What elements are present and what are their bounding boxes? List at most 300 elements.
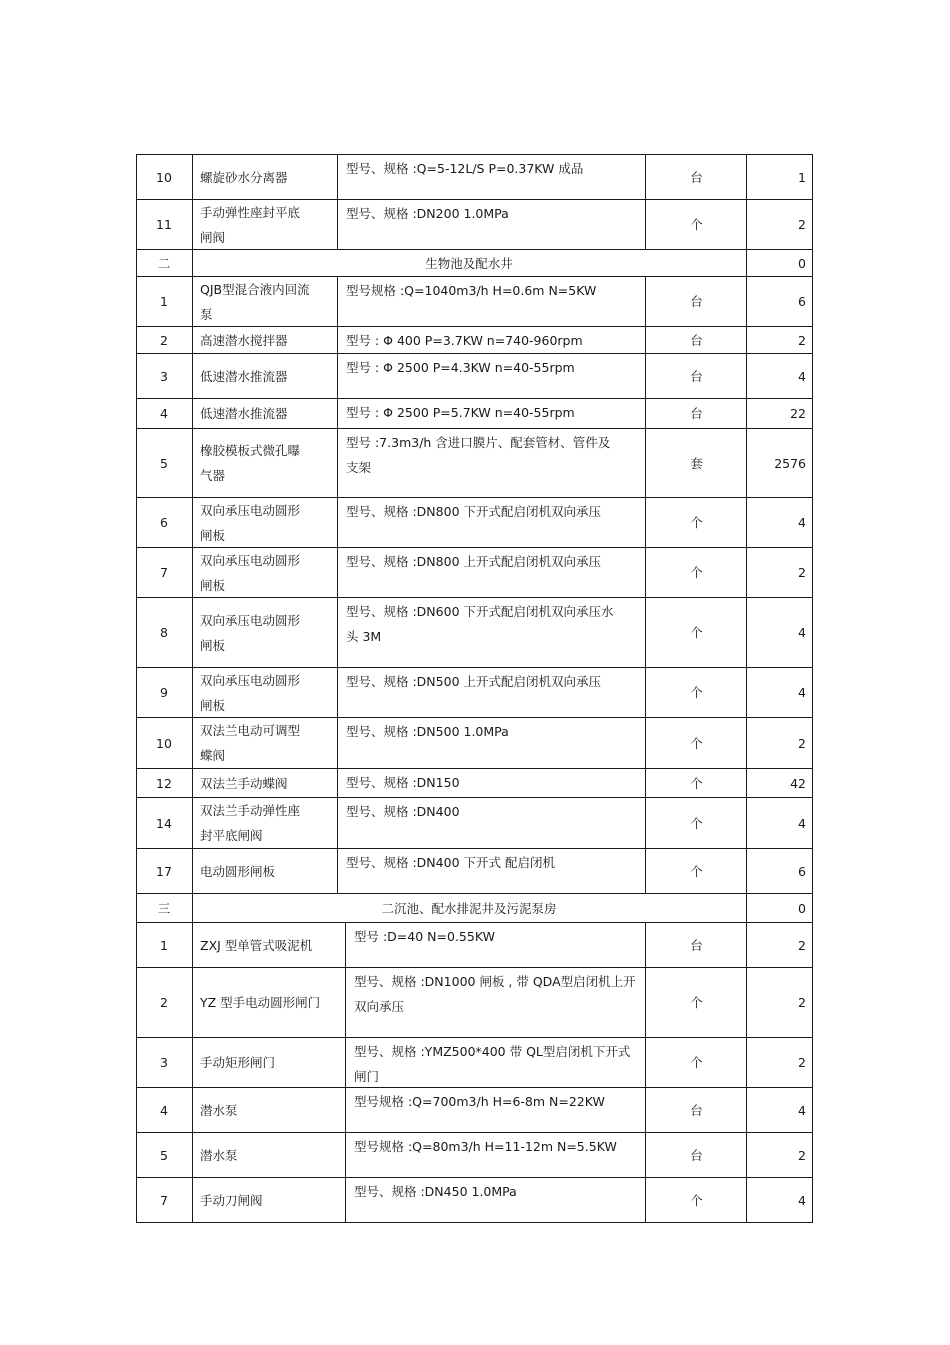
column-divider <box>645 327 646 353</box>
item-spec <box>346 155 638 199</box>
item-name <box>200 849 336 893</box>
column-divider <box>337 718 338 768</box>
row-number: 5 <box>160 1147 168 1163</box>
row-number: 1 <box>160 937 168 953</box>
column-divider <box>192 327 193 353</box>
row-number: 4 <box>160 406 168 421</box>
column-divider <box>192 548 193 597</box>
item-name-text <box>200 364 288 389</box>
item-spec-line: 型号规格 :Q=80m3/h H=11-12m N=5.5KW <box>354 1139 617 1154</box>
item-spec-line: 型号 :7.3m3/h 含进口膜片、配套管材、管件及 <box>346 435 611 450</box>
column-divider <box>337 200 338 249</box>
item-name-text <box>200 798 300 848</box>
item-name-line: 蝶阀 <box>200 748 226 763</box>
item-quantity: 4 <box>798 815 806 831</box>
item-spec <box>354 1088 644 1132</box>
column-divider <box>645 399 646 428</box>
row-number: 12 <box>156 775 172 791</box>
item-unit: 个 <box>690 863 703 879</box>
column-divider <box>136 277 137 326</box>
column-divider <box>136 498 137 547</box>
column-divider <box>345 1038 346 1087</box>
item-spec <box>354 968 644 1037</box>
table-row <box>136 277 813 327</box>
column-divider <box>645 923 646 967</box>
column-divider <box>337 769 338 797</box>
column-divider <box>337 849 338 893</box>
item-name-text <box>200 328 288 353</box>
item-unit: 个 <box>690 995 703 1010</box>
item-spec-line: 型号、规格 :DN450 1.0MPa <box>354 1184 517 1199</box>
item-spec-line: 型号 :D=40 N=0.55KW <box>354 929 495 944</box>
column-divider <box>337 598 338 667</box>
column-divider <box>645 968 646 1037</box>
item-name <box>200 1178 344 1222</box>
column-divider <box>345 1088 346 1132</box>
item-quantity: 4 <box>798 368 806 384</box>
column-divider <box>136 1088 137 1132</box>
column-divider <box>192 923 193 967</box>
item-name <box>200 155 336 199</box>
item-quantity: 1 <box>798 169 806 185</box>
item-name-text <box>200 200 300 250</box>
item-unit: 个 <box>690 565 703 580</box>
column-divider <box>136 598 137 667</box>
column-divider <box>812 429 813 497</box>
column-divider <box>136 668 137 717</box>
row-number: 二 <box>157 255 171 271</box>
column-divider <box>645 718 646 768</box>
table-row <box>136 1178 813 1223</box>
column-divider <box>192 1178 193 1222</box>
item-unit: 个 <box>690 1192 703 1208</box>
column-divider <box>136 1178 137 1222</box>
column-divider <box>192 968 193 1037</box>
row-number: 2 <box>160 332 168 348</box>
column-divider <box>812 250 813 276</box>
item-name <box>200 548 336 597</box>
row-number: 6 <box>160 515 168 530</box>
row-number: 11 <box>156 217 172 232</box>
item-name-line: 闸阀 <box>200 229 226 245</box>
row-number: 17 <box>156 863 172 879</box>
column-divider <box>192 250 193 276</box>
column-divider <box>192 798 193 848</box>
item-name-text <box>200 718 300 768</box>
item-spec-line: 支架 <box>346 460 372 475</box>
column-divider <box>192 849 193 893</box>
item-spec-line: 型号 : Φ 400 P=3.7KW n=740-960rpm <box>346 333 583 348</box>
item-quantity: 2576 <box>774 455 806 471</box>
column-divider <box>337 498 338 547</box>
row-number: 8 <box>160 625 168 640</box>
item-name <box>200 1038 344 1087</box>
item-unit: 台 <box>690 332 703 348</box>
column-divider <box>645 798 646 848</box>
table-row <box>136 798 813 849</box>
item-spec <box>346 354 638 398</box>
item-quantity: 2 <box>798 332 806 348</box>
column-divider <box>645 598 646 667</box>
item-name-line: 电动圆形闸板 <box>200 863 276 879</box>
column-divider <box>812 849 813 893</box>
item-name-line: 闸板 <box>200 577 226 593</box>
column-divider <box>812 598 813 667</box>
item-quantity: 22 <box>790 406 806 421</box>
item-name <box>200 429 336 497</box>
column-divider <box>345 923 346 967</box>
column-divider <box>192 894 193 922</box>
item-unit: 台 <box>690 294 703 309</box>
column-divider <box>192 1088 193 1132</box>
table-row <box>136 1038 813 1088</box>
item-spec <box>346 200 638 249</box>
column-divider <box>345 1133 346 1177</box>
column-divider <box>136 200 137 249</box>
column-divider <box>136 155 137 199</box>
item-name-line: 螺旋砂水分离器 <box>200 169 288 185</box>
column-divider <box>136 548 137 597</box>
column-divider <box>192 429 193 497</box>
item-name-text <box>200 1143 238 1168</box>
item-quantity: 0 <box>798 255 806 271</box>
item-spec-line: 型号、规格 :DN500 上开式配启闭机双向承压 <box>346 674 601 689</box>
item-spec <box>346 718 638 768</box>
column-divider <box>645 155 646 199</box>
item-name-line: 手动弹性座封平底 <box>200 204 301 220</box>
column-divider <box>136 399 137 428</box>
item-name-line: YZ 型手电动圆形闸门 <box>200 995 321 1010</box>
table-row <box>136 769 813 798</box>
column-divider <box>136 894 137 922</box>
item-name <box>200 598 336 667</box>
item-name-text <box>200 401 288 426</box>
item-name <box>200 200 336 249</box>
column-divider <box>812 200 813 249</box>
item-unit: 台 <box>690 1102 703 1118</box>
item-spec-line: 型号、规格 :DN1000 闸板 , 带 QDA型启闭机上开 <box>354 974 636 989</box>
column-divider <box>645 849 646 893</box>
column-divider <box>812 1038 813 1087</box>
column-divider <box>136 718 137 768</box>
item-name-line: 闸板 <box>200 637 226 653</box>
item-name-text <box>200 1050 275 1075</box>
item-unit: 台 <box>690 937 703 953</box>
row-number: 5 <box>160 455 168 471</box>
table-row <box>136 1133 813 1178</box>
table-row <box>136 399 813 429</box>
item-quantity: 6 <box>798 863 806 879</box>
column-divider <box>645 1133 646 1177</box>
column-divider <box>812 1178 813 1222</box>
item-name <box>200 798 336 848</box>
column-divider <box>812 1133 813 1177</box>
item-unit: 个 <box>690 685 703 700</box>
column-divider <box>812 968 813 1037</box>
item-name-line: QJB型混合液内回流 <box>200 281 310 297</box>
row-number: 3 <box>160 1055 168 1070</box>
item-name-text <box>200 438 300 488</box>
table-row <box>136 154 813 200</box>
item-name-line: 闸板 <box>200 697 226 713</box>
item-spec <box>346 849 638 893</box>
item-spec-line: 型号、规格 :DN600 下开式配启闭机双向承压水 <box>346 604 614 619</box>
item-unit: 台 <box>690 406 703 421</box>
column-divider <box>136 1133 137 1177</box>
column-divider <box>812 354 813 398</box>
column-divider <box>812 894 813 922</box>
item-name <box>200 923 344 967</box>
column-divider <box>136 354 137 398</box>
item-spec-line: 型号、规格 :YMZ500*400 带 QL型启闭机下开式 <box>354 1044 631 1059</box>
section-row <box>136 250 813 277</box>
row-number: 10 <box>156 169 172 185</box>
item-name-line: 泵 <box>200 306 213 322</box>
column-divider <box>812 548 813 597</box>
item-quantity: 2 <box>798 1147 806 1163</box>
table-row <box>136 668 813 718</box>
table-row <box>136 1088 813 1133</box>
row-number: 3 <box>160 368 168 384</box>
item-spec-line: 型号、规格 :DN150 <box>346 775 460 790</box>
column-divider <box>192 598 193 667</box>
row-number: 7 <box>160 565 168 580</box>
item-spec <box>346 429 638 497</box>
item-spec-line: 头 3M <box>346 629 382 644</box>
table-row <box>136 718 813 769</box>
item-name-text <box>200 498 300 548</box>
item-quantity: 2 <box>798 937 806 953</box>
column-divider <box>645 1178 646 1222</box>
item-spec-line: 型号、规格 :DN400 <box>346 804 460 819</box>
item-name-line: 双向承压电动圆形 <box>200 612 301 628</box>
table-row <box>136 327 813 354</box>
item-spec <box>346 668 638 717</box>
item-name-text <box>200 608 300 658</box>
column-divider <box>136 923 137 967</box>
item-spec-line: 型号、规格 :DN800 上开式配启闭机双向承压 <box>346 554 601 569</box>
table-row <box>136 354 813 399</box>
column-divider <box>136 1038 137 1087</box>
column-divider <box>812 1088 813 1132</box>
item-quantity: 2 <box>798 565 806 580</box>
table-row <box>136 968 813 1038</box>
item-unit: 个 <box>690 217 703 232</box>
item-spec-line: 型号 : Φ 2500 P=5.7KW n=40-55rpm <box>346 405 575 420</box>
item-spec <box>346 277 638 326</box>
column-divider <box>812 769 813 797</box>
item-quantity: 2 <box>798 1055 806 1070</box>
item-spec-line: 型号、规格 :DN500 1.0MPa <box>346 724 509 739</box>
table-row <box>136 429 813 498</box>
item-name-line: 封平底闸阀 <box>200 828 263 843</box>
column-divider <box>337 668 338 717</box>
item-name-line: 手动矩形闸门 <box>200 1055 276 1070</box>
column-divider <box>192 498 193 547</box>
column-divider <box>645 277 646 326</box>
column-divider <box>812 277 813 326</box>
table-row <box>136 923 813 968</box>
item-quantity: 4 <box>798 1192 806 1208</box>
column-divider <box>345 1178 346 1222</box>
item-name-line: 潜水泵 <box>200 1102 238 1118</box>
section-title: 二沉池、配水排泥井及污泥泵房 <box>381 900 557 916</box>
item-spec <box>346 548 638 597</box>
item-spec-line: 型号、规格 :DN200 1.0MPa <box>346 206 509 221</box>
item-quantity: 4 <box>798 515 806 530</box>
item-name-line: 手动刀闸阀 <box>200 1192 263 1208</box>
column-divider <box>136 769 137 797</box>
column-divider <box>645 1038 646 1087</box>
column-divider <box>645 548 646 597</box>
column-divider <box>337 548 338 597</box>
item-spec-line: 型号、规格 :DN800 下开式配启闭机双向承压 <box>346 504 601 519</box>
row-number: 10 <box>156 735 172 751</box>
table-row <box>136 200 813 250</box>
column-divider <box>192 277 193 326</box>
item-quantity: 0 <box>798 900 806 916</box>
item-spec-line: 型号 : Φ 2500 P=4.3KW n=40-55rpm <box>346 360 575 375</box>
column-divider <box>645 429 646 497</box>
column-divider <box>812 668 813 717</box>
column-divider <box>337 155 338 199</box>
item-name-line: 双向承压电动圆形 <box>200 502 301 518</box>
item-name <box>200 968 344 1037</box>
equipment-table <box>136 154 813 1223</box>
item-name-text <box>200 668 300 718</box>
column-divider <box>136 429 137 497</box>
item-spec <box>354 1133 644 1177</box>
item-spec <box>354 1178 644 1222</box>
column-divider <box>337 399 338 428</box>
item-spec-line: 型号、规格 :DN400 下开式 配启闭机 <box>346 855 555 870</box>
item-name-line: 双法兰手动蝶阀 <box>200 775 288 791</box>
item-name-line: 橡胶模板式微孔曝 <box>200 443 301 458</box>
column-divider <box>192 1038 193 1087</box>
column-divider <box>192 668 193 717</box>
table-row <box>136 548 813 598</box>
column-divider <box>345 968 346 1037</box>
item-name-text <box>200 1188 263 1213</box>
item-quantity: 4 <box>798 685 806 700</box>
item-name-line: 气器 <box>200 468 226 483</box>
section-row <box>136 894 813 923</box>
table-row <box>136 849 813 894</box>
item-name-line: 闸板 <box>200 527 226 543</box>
item-name-line: 潜水泵 <box>200 1147 238 1163</box>
row-number: 2 <box>160 995 168 1010</box>
item-unit: 台 <box>690 169 703 185</box>
item-unit: 个 <box>690 515 703 530</box>
column-divider <box>645 200 646 249</box>
column-divider <box>337 429 338 497</box>
item-quantity: 2 <box>798 217 806 232</box>
item-name-line: ZXJ 型单管式吸泥机 <box>200 937 313 953</box>
column-divider <box>812 399 813 428</box>
item-spec <box>346 598 638 667</box>
item-spec-line: 型号、规格 :Q=5-12L/S P=0.37KW 成品 <box>346 161 584 176</box>
item-unit: 个 <box>690 625 703 640</box>
item-name <box>200 718 336 768</box>
column-divider <box>645 769 646 797</box>
column-divider <box>645 354 646 398</box>
item-name-text <box>200 771 288 796</box>
column-divider <box>192 155 193 199</box>
item-name-line: 低速潜水推流器 <box>200 406 288 421</box>
column-divider <box>192 354 193 398</box>
row-number: 9 <box>160 685 168 700</box>
item-name <box>200 769 336 797</box>
item-name <box>200 327 336 353</box>
column-divider <box>645 668 646 717</box>
row-number: 1 <box>160 294 168 309</box>
item-unit: 台 <box>690 368 703 384</box>
column-divider <box>812 327 813 353</box>
item-quantity: 6 <box>798 294 806 309</box>
column-divider <box>812 718 813 768</box>
item-name-text <box>200 990 320 1015</box>
column-divider <box>645 1088 646 1132</box>
column-divider <box>136 849 137 893</box>
item-spec <box>346 498 638 547</box>
item-name <box>200 1133 344 1177</box>
item-name <box>200 277 336 326</box>
item-spec <box>354 923 644 967</box>
item-name-text <box>200 277 310 327</box>
column-divider <box>192 1133 193 1177</box>
item-name-line: 双向承压电动圆形 <box>200 552 301 568</box>
item-spec-line: 型号规格 :Q=700m3/h H=6-8m N=22KW <box>354 1094 605 1109</box>
item-spec-line: 型号规格 :Q=1040m3/h H=0.6m N=5KW <box>346 283 597 298</box>
item-spec <box>346 399 638 428</box>
section-title: 生物池及配水井 <box>425 255 513 271</box>
item-name <box>200 399 336 428</box>
table-row <box>136 598 813 668</box>
item-name-line: 低速潜水推流器 <box>200 368 288 384</box>
column-divider <box>812 798 813 848</box>
item-unit: 个 <box>690 815 703 831</box>
column-divider <box>192 399 193 428</box>
item-spec-line: 闸门 <box>354 1069 380 1084</box>
column-divider <box>337 277 338 326</box>
item-name-text <box>200 859 275 884</box>
column-divider <box>136 250 137 276</box>
item-name-text <box>200 165 288 190</box>
item-spec <box>346 798 638 848</box>
item-name-line: 双法兰手动弹性座 <box>200 803 301 818</box>
item-unit: 个 <box>690 775 703 791</box>
item-unit: 套 <box>690 455 703 471</box>
column-divider <box>645 498 646 547</box>
table-row <box>136 498 813 548</box>
item-name-text <box>200 1098 238 1123</box>
column-divider <box>812 498 813 547</box>
column-divider <box>192 769 193 797</box>
column-divider <box>337 327 338 353</box>
item-quantity: 4 <box>798 625 806 640</box>
item-name-line: 双向承压电动圆形 <box>200 672 301 688</box>
item-quantity: 42 <box>790 775 806 791</box>
column-divider <box>192 200 193 249</box>
item-unit: 个 <box>690 1055 703 1070</box>
column-divider <box>812 923 813 967</box>
column-divider <box>136 968 137 1037</box>
column-divider <box>337 354 338 398</box>
item-quantity: 2 <box>798 735 806 751</box>
item-quantity: 2 <box>798 995 806 1010</box>
item-name-line: 双法兰电动可调型 <box>200 723 301 738</box>
row-number: 14 <box>156 815 172 831</box>
